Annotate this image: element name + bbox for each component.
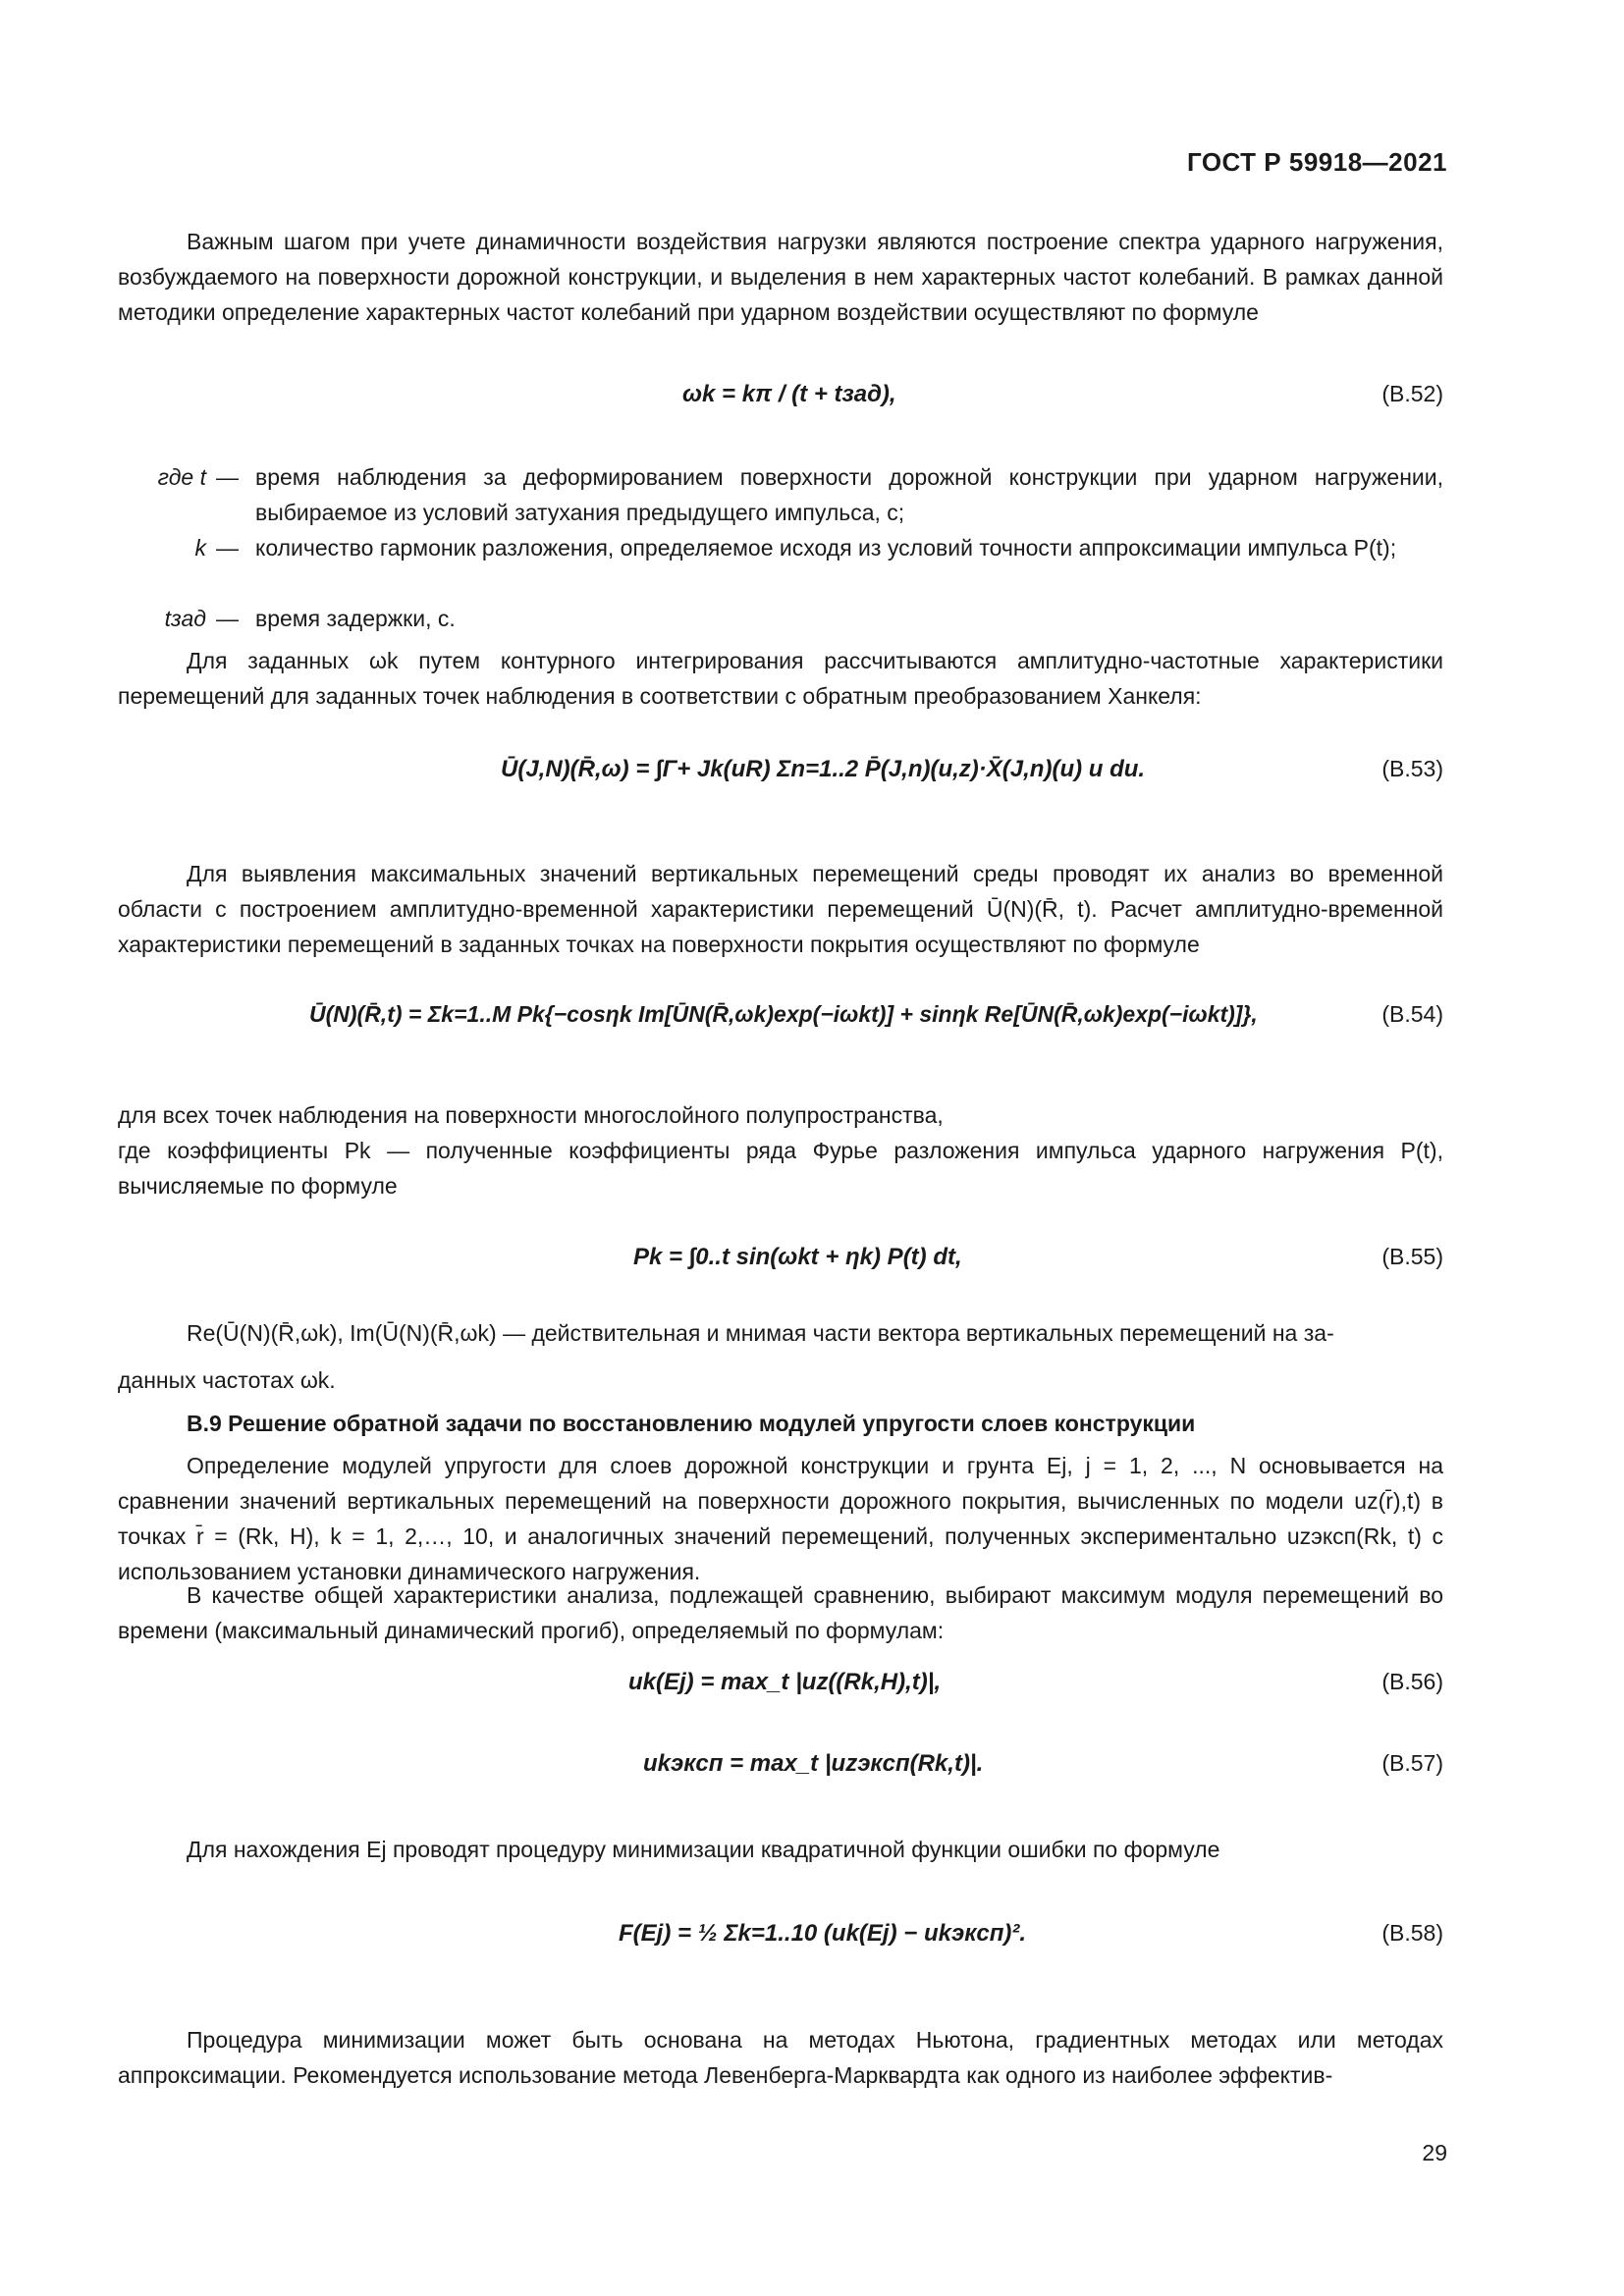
formula-b52: ωk = kπ / (t + tзад), — [682, 381, 896, 407]
paragraph-9: Процедура минимизации может быть основана на методах Ньютона, градиентных методах или методах аппроксимации. Рекомендуется использование метода Левенберга-Марквардта как одного из наиболее эффектив- — [118, 2027, 1443, 2088]
formula-b53: Ū(J,N)(R̄,ω) = ∫Γ+ Jk(uR) Σn=1..2 P̄(J,n)(u,z)·X̄(J,n)(u) u du. — [501, 756, 1146, 782]
paragraph-7: В качестве общей характеристики анализа, подлежащей сравнению, выбирают максимум модуля перемещений во времени (максимальный динамический прогиб), определяемый по формулам: — [118, 1582, 1443, 1643]
formula-b56: uk(Ej) = max_t |uz((Rk,H),t)|, — [628, 1669, 942, 1695]
definition-label: k — [194, 535, 206, 561]
paragraph-5a: Re(Ū(N)(R̄,ωk), Im(Ū(N)(R̄,ωk) — действительная и мнимая части вектора вертикальных перемещений на за- — [187, 1320, 1334, 1346]
definition-text: время наблюдения за деформированием поверхности дорожной конструкции при ударном нагружении, выбираемое из условий затухания предыдущего импульса, с; — [255, 464, 1443, 525]
paragraph-1: Важным шагом при учете динамичности воздействия нагрузки являются построение спектра ударного нагружения, возбуждаемого на поверхности дорожной конструкции, и выделения в нем характерных частот колебаний. В рамках данной методики определение характерных частот колебаний при ударном воздействии осуществляют по формуле — [118, 229, 1443, 325]
equation-number-b56: (В.56) — [1381, 1669, 1443, 1694]
paragraph-6: Определение модулей упругости для слоев дорожной конструкции и грунта Ej, j = 1, 2, ..., N основывается на сравнении значений вертикальных перемещений на поверхности дорожного покрытия, вычисленных по модели uz(r̄),t) в точках r̄ = (Rk, H), k = 1, 2,…, 10, и аналогичных значений перемещений, полученных экспериментально uzэксп(Rk, t) с использованием установки динамического нагружения. — [118, 1453, 1443, 1584]
equation-number-b58: (В.58) — [1381, 1920, 1443, 1946]
definition-label: tзад — [164, 606, 206, 631]
paragraph-8: Для нахождения Ej проводят процедуру минимизации квадратичной функции ошибки по формуле — [187, 1837, 1220, 1862]
definition-dash: — — [216, 535, 239, 561]
equation-number-b57: (В.57) — [1381, 1750, 1443, 1776]
formula-b57: ukэксп = max_t |uzэксп(Rk,t)|. — [643, 1750, 984, 1777]
document-header: ГОСТ Р 59918—2021 — [1186, 147, 1447, 177]
formula-b55: Pk = ∫0..t sin(ωkt + ηk) P(t) dt, — [633, 1244, 962, 1270]
equation-number-b55: (В.55) — [1381, 1244, 1443, 1269]
definition-dash: — — [216, 464, 239, 490]
equation-number-b52: (В.52) — [1381, 381, 1443, 406]
paragraph-3: Для выявления максимальных значений вертикальных перемещений среды проводят их анализ во временной области с построением амплитудно-временной характеристики перемещений Ū(N)(R̄, t). Расчет амплитудно-временной характеристики перемещений в заданных точках на поверхности покрытия осуществляют по формуле — [118, 861, 1443, 957]
equation-number-b54: (В.54) — [1381, 1001, 1443, 1027]
paragraph-4b: где коэффициенты Pk — полученные коэффициенты ряда Фурье разложения импульса ударного нагружения P(t), вычисляемые по формуле — [118, 1138, 1443, 1199]
definition-text: время задержки, с. — [255, 606, 456, 631]
definition-t — [118, 459, 1443, 530]
section-heading-b9: В.9 Решение обратной задачи по восстановлению модулей упругости слоев конструкции — [187, 1411, 1196, 1436]
page-number: 29 — [1422, 2140, 1447, 2165]
definition-label: где t — [157, 464, 206, 490]
paragraph-5b: данных частотах ωk. — [118, 1367, 336, 1393]
formula-b58: F(Ej) = ½ Σk=1..10 (uk(Ej) − ukэксп)². — [619, 1920, 1027, 1947]
formula-b54: Ū(N)(R̄,t) = Σk=1..M Pk{−cosηk Im[ŪN(R̄,ωk)exp(−iωkt)] + sinηk Re[ŪN(R̄,ωk)exp(−iωkt)]}, — [309, 1001, 1258, 1027]
paragraph-4a: для всех точек наблюдения на поверхности многослойного полупространства, — [118, 1102, 944, 1128]
definition-dash: — — [216, 606, 239, 631]
definition-tzad — [118, 601, 1443, 636]
definition-text: количество гармоник разложения, определяемое исходя из условий точности аппроксимации импульса P(t); — [255, 535, 1397, 561]
equation-number-b53: (В.53) — [1381, 756, 1443, 781]
paragraph-2: Для заданных ωk путем контурного интегрирования рассчитываются амплитудно-частотные характеристики перемещений для заданных точек наблюдения в соответствии с обратным преобразованием Ханкеля: — [118, 648, 1443, 709]
definition-k — [118, 530, 1443, 601]
